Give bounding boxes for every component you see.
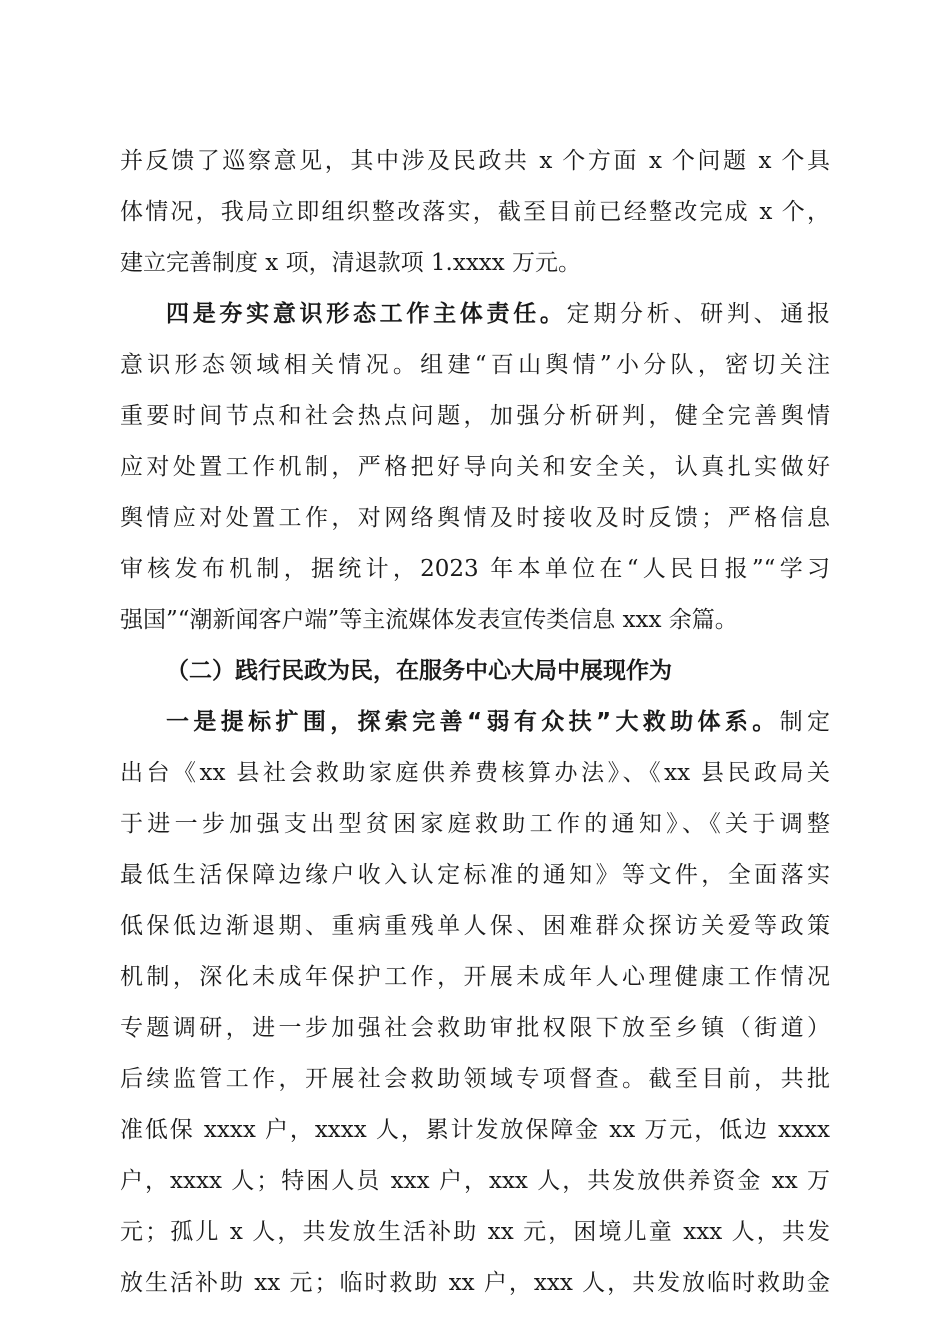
- paragraph-4-first-rest: 定期分析、研判、通报: [566, 301, 830, 327]
- text-line: 放生活补助 xx 元；临时救助 xx 户，xxx 人，共发放临时救助金: [120, 1270, 830, 1296]
- text-line: 准低保 xxxx 户，xxxx 人，累计发放保障金 xx 万元，低边 xxxx: [120, 1117, 830, 1143]
- text-line: 元；孤儿 x 人，共发放生活补助 xx 元，困境儿童 xxx 人，共发: [120, 1219, 830, 1245]
- text-line: 专题调研，进一步加强社会救助审批权限下放至乡镇（街道）: [120, 1015, 830, 1041]
- text-line: 后续监管工作，开展社会救助领域专项督查。截至目前，共批: [120, 1066, 830, 1092]
- document-body: [120, 136, 830, 1309]
- text-line: 并反馈了巡察意见，其中涉及民政共 x 个方面 x 个问题 x 个具: [120, 148, 830, 174]
- text-line: 审核发布机制，据统计，2023 年本单位在“人民日报”“学习: [120, 556, 830, 582]
- text-line: 重要时间节点和社会热点问题，加强分析研判，健全完善舆情: [120, 403, 830, 429]
- section-heading: （二）践行民政为民，在服务中心大局中展现作为: [166, 658, 672, 684]
- text-line: 最低生活保障边缘户收入认定标准的通知》等文件，全面落实: [120, 862, 830, 888]
- text-line: 应对处置工作机制，严格把好导向关和安全关，认真扎实做好: [120, 454, 830, 480]
- text-line: 机制，深化未成年保护工作，开展未成年人心理健康工作情况: [120, 964, 830, 990]
- paragraph-1-first-rest: 制定: [779, 709, 830, 735]
- text-line: 强国”“潮新闻客户端”等主流媒体发表宣传类信息 xxx 余篇。: [120, 607, 738, 633]
- text-line: 户，xxxx 人；特困人员 xxx 户，xxx 人，共发放供养资金 xx 万: [120, 1168, 830, 1194]
- paragraph-4-lead: 四是夯实意识形态工作主体责任。: [166, 301, 567, 327]
- text-line: 低保低边渐退期、重病重残单人保、困难群众探访关爱等政策: [120, 913, 830, 939]
- text-line: 于进一步加强支出型贫困家庭救助工作的通知》、《关于调整: [120, 811, 830, 837]
- text-line: 建立完善制度 x 项，清退款项 1.xxxx 万元。: [120, 250, 582, 276]
- text-line: 体情况，我局立即组织整改落实，截至目前已经整改完成 x 个，: [120, 199, 830, 225]
- paragraph-1-first-line: [120, 697, 830, 748]
- text-line: 意识形态领域相关情况。组建“百山舆情”小分队，密切关注: [120, 352, 830, 378]
- paragraph-1-lead: 一是提标扩围，探索完善“弱有众扶”大救助体系。: [166, 709, 780, 735]
- text-line: 出台《xx 县社会救助家庭供养费核算办法》、《xx 县民政局关: [120, 760, 830, 786]
- paragraph-4-first-line: [120, 289, 830, 340]
- text-line: 舆情应对处置工作，对网络舆情及时接收及时反馈；严格信息: [120, 505, 830, 531]
